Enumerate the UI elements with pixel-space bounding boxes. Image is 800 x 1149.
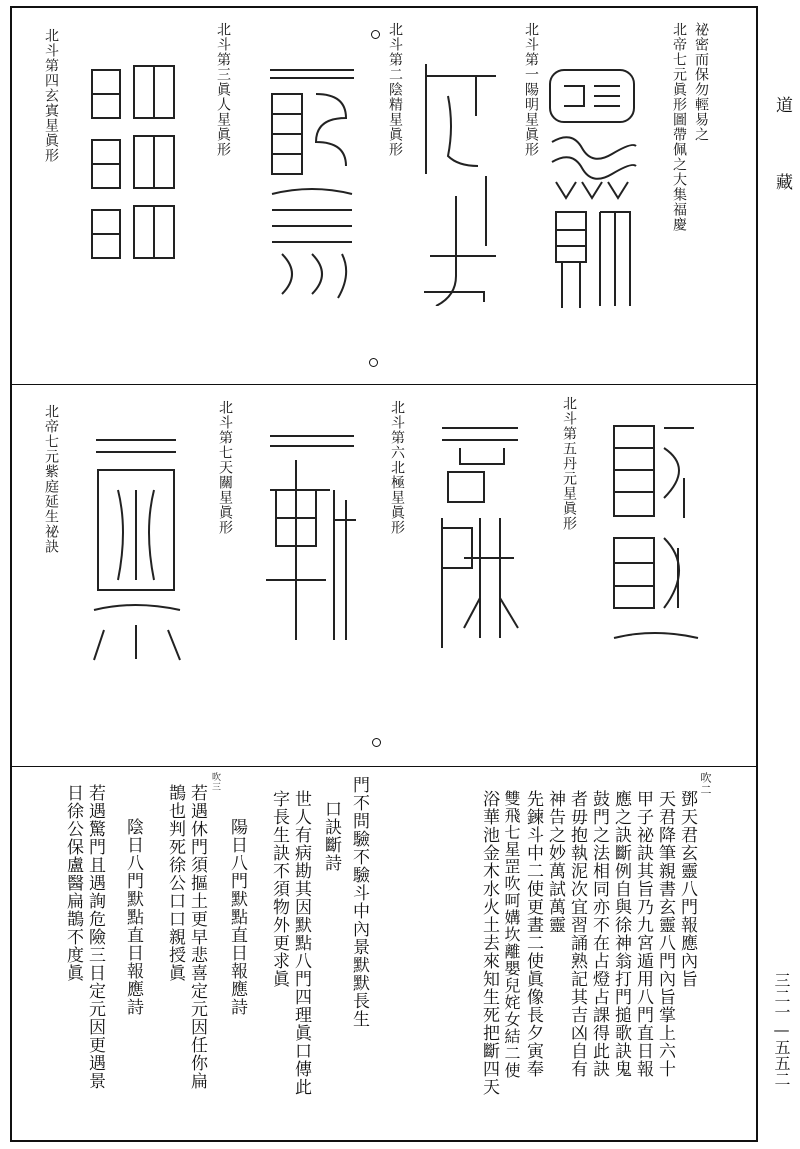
seal-glyph-star-4 — [86, 60, 186, 270]
text-column: 先鍊斗中二使更晝二使眞像長夕寅奉 — [523, 790, 543, 1078]
text-column-heading: 陽日八門默點直日報應詩 — [227, 818, 247, 1016]
seal-glyph-seal-7 — [88, 430, 188, 670]
text-column: 雙飛七星罡吹呵媾坎離嬰兒姹女結二使 — [502, 790, 521, 1079]
caption-star-1: 北斗第一陽明星眞形 — [523, 22, 539, 157]
annotation-note: 吹三 — [210, 772, 220, 792]
text-column: 若遇驚門且遇詢危險三日定元因更遇景 — [85, 784, 105, 1090]
text-column-heading: 口訣斷詩 — [321, 800, 341, 872]
text-column: 門不問驗不驗斗中內景默默長生 — [349, 776, 369, 1028]
text-column: 天君降筆親書玄靈八門內旨掌上六十 — [655, 790, 675, 1078]
text-column: 浴華池金木水火土去來知生死把斷四天 — [479, 790, 499, 1096]
text-column: 者毋抱執泥次宜習誦熟記其吉凶自有 — [567, 790, 587, 1078]
caption-star-6: 北斗第六北極星眞形 — [389, 400, 405, 535]
text-column: 鼓門之法相同亦不在占燈占課得此訣 — [589, 790, 609, 1078]
text-column: 甲子祕訣其旨乃九宮遁用八門直日報 — [633, 790, 653, 1078]
caption-seal-7: 北帝七元紫庭延生祕訣 — [43, 404, 59, 554]
intro-line-1: 祕密而保勿輕易之 — [693, 22, 709, 142]
seal-glyph-star-3 — [262, 54, 362, 304]
text-column: 字長生訣不須物外更求眞 — [269, 790, 289, 988]
mark-circle — [371, 30, 380, 39]
caption-star-4: 北斗第四玄寘星眞形 — [43, 28, 59, 163]
seal-glyph-star-5 — [604, 418, 704, 658]
caption-star-7: 北斗第七天關星眞形 — [217, 400, 233, 535]
annotation-note: 吹二 — [699, 772, 712, 796]
text-column: 日徐公保盧醫扁鵲不度眞 — [63, 784, 83, 982]
collection-title: 道藏 — [772, 96, 792, 250]
caption-star-3: 北斗第三眞人星眞形 — [215, 22, 231, 157]
page-number: 三二一—五五二 — [772, 972, 791, 1087]
caption-star-2: 北斗第二陰精星眞形 — [387, 22, 403, 157]
text-column: 鄧天君玄靈八門報應內旨 — [677, 790, 697, 988]
text-column: 鵲也判死徐公口口親授眞 — [165, 784, 185, 982]
text-column: 世人有病勘其因默點八門四理眞口傳此 — [291, 790, 311, 1096]
panel-divider-bottom — [10, 766, 758, 767]
text-column: 應之訣斷例自與徐神翁打門搥歌訣鬼 — [611, 790, 631, 1078]
mark-circle — [369, 358, 378, 367]
intro-line-2: 北帝七元眞形圖帶佩之大集福慶 — [671, 22, 687, 232]
seal-glyph-star-7 — [262, 420, 362, 660]
seal-glyph-star-1 — [542, 62, 642, 312]
caption-star-5: 北斗第五丹元星眞形 — [561, 396, 577, 531]
text-column: 若遇休門須摳土更早悲喜定元因任你扁 — [187, 784, 207, 1090]
panel-divider-top — [10, 384, 758, 385]
text-column-heading: 陰日八門默點直日報應詩 — [123, 818, 143, 1016]
mark-circle — [372, 738, 381, 747]
text-column: 神告之妙萬試萬靈 — [545, 790, 565, 934]
seal-glyph-star-6 — [430, 418, 530, 658]
seal-glyph-star-2 — [416, 56, 506, 306]
